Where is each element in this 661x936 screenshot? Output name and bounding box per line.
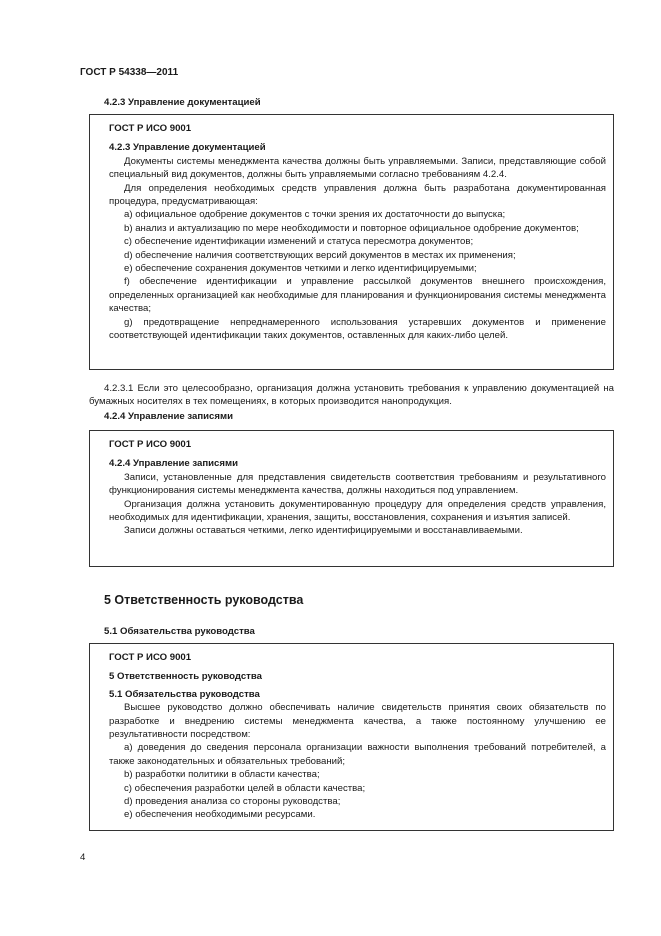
quote-box-iso-5-1 [89, 643, 614, 831]
standard-reference: ГОСТ Р ИСО 9001 [109, 439, 192, 450]
list-item: g) предотвращение непреднамеренного использования устаревших документов и применение соответствующей идентификации таких документов, оставленных для каких-либо целей. [109, 316, 606, 342]
list-item: d) обеспечение наличия соответствующих версий документов в местах их применения; [124, 249, 516, 261]
paragraph-4-2-3-1: 4.2.3.1 Если это целесообразно, организация должна установить требования к управлению документацией на бумажных носителях в тех помещениях, в которых производится нанопродукция. [89, 383, 614, 408]
list-item: с) обеспечения разработки целей в области качества; [124, 782, 366, 794]
paragraph: Документы системы менеджмента качества должны быть управляемыми. Записи, представляющие собой специальный вид документов, должны быть управляемыми согласно требованиям 4.2.4. [109, 155, 606, 181]
box-subtitle: 4.2.4 Управление записями [109, 458, 238, 470]
list-item: а) официальное одобрение документов с точки зрения их достаточности до выпуска; [124, 209, 506, 221]
paragraph: Записи должны оставаться четкими, легко идентифицируемыми и восстанавливаемыми. [124, 525, 523, 537]
box-subtitle: 5.1 Обязательства руководства [109, 688, 260, 700]
standard-reference: ГОСТ Р ИСО 9001 [109, 123, 192, 134]
box-subtitle: 5 Ответственность руководства [109, 671, 262, 683]
quote-box-iso-4-2-3 [89, 114, 614, 370]
list-item: b) разработки политики в области качества; [124, 769, 320, 781]
paragraph: Организация должна установить документированную процедуру для определения средств управления, необходимых для идентификации, хранения, защиты, восстановления, сохранения и изъятия записей. [109, 498, 606, 524]
page-number: 4 [80, 852, 86, 863]
list-item: е) обеспечения необходимыми ресурсами. [124, 809, 316, 821]
quote-box-iso-4-2-4 [89, 430, 614, 567]
list-item: b) анализ и актуализацию по мере необходимости и повторное официальное одобрение документов; [124, 222, 579, 234]
list-item: f) обеспечение идентификации и управление рассылкой документов внешнего происхождения, определенных организацией как необходимые для планирования и функционирования системы менеджмента качества; [109, 276, 606, 315]
paragraph: Записи, установленные для представления свидетельств соответствия требованиям и результативного функционирования системы менеджмента качества, должны находиться под управлением. [109, 471, 606, 497]
paragraph: Высшее руководство должно обеспечивать наличие свидетельств принятия своих обязательств по разработке и внедрению системы менеджмента качества, а также постоянному улучшению ее результативности посредством: [109, 702, 606, 741]
standard-reference: ГОСТ Р ИСО 9001 [109, 652, 192, 663]
list-item: а) доведения до сведения персонала организации важности выполнения требований потребителей, а также законодательных и обязательных требований; [109, 742, 606, 767]
section-heading-4-2-3: 4.2.3 Управление документацией [104, 97, 261, 108]
section-heading-4-2-4: 4.2.4 Управление записями [104, 411, 233, 422]
box-subtitle: 4.2.3 Управление документацией [109, 142, 266, 154]
paragraph: Для определения необходимых средств управления должна быть разработана документированная процедура, предусматривающая: [109, 182, 606, 208]
list-item: е) обеспечение сохранения документов четкими и легко идентифицируемыми; [124, 263, 477, 275]
section-heading-5: 5 Ответственность руководства [104, 593, 304, 607]
list-item: d) проведения анализа со стороны руководства; [124, 796, 341, 808]
document-id: ГОСТ Р 54338—2011 [80, 67, 179, 78]
list-item: с) обеспечение идентификации изменений и статуса пересмотра документов; [124, 236, 474, 248]
section-heading-5-1: 5.1 Обязательства руководства [104, 626, 255, 637]
